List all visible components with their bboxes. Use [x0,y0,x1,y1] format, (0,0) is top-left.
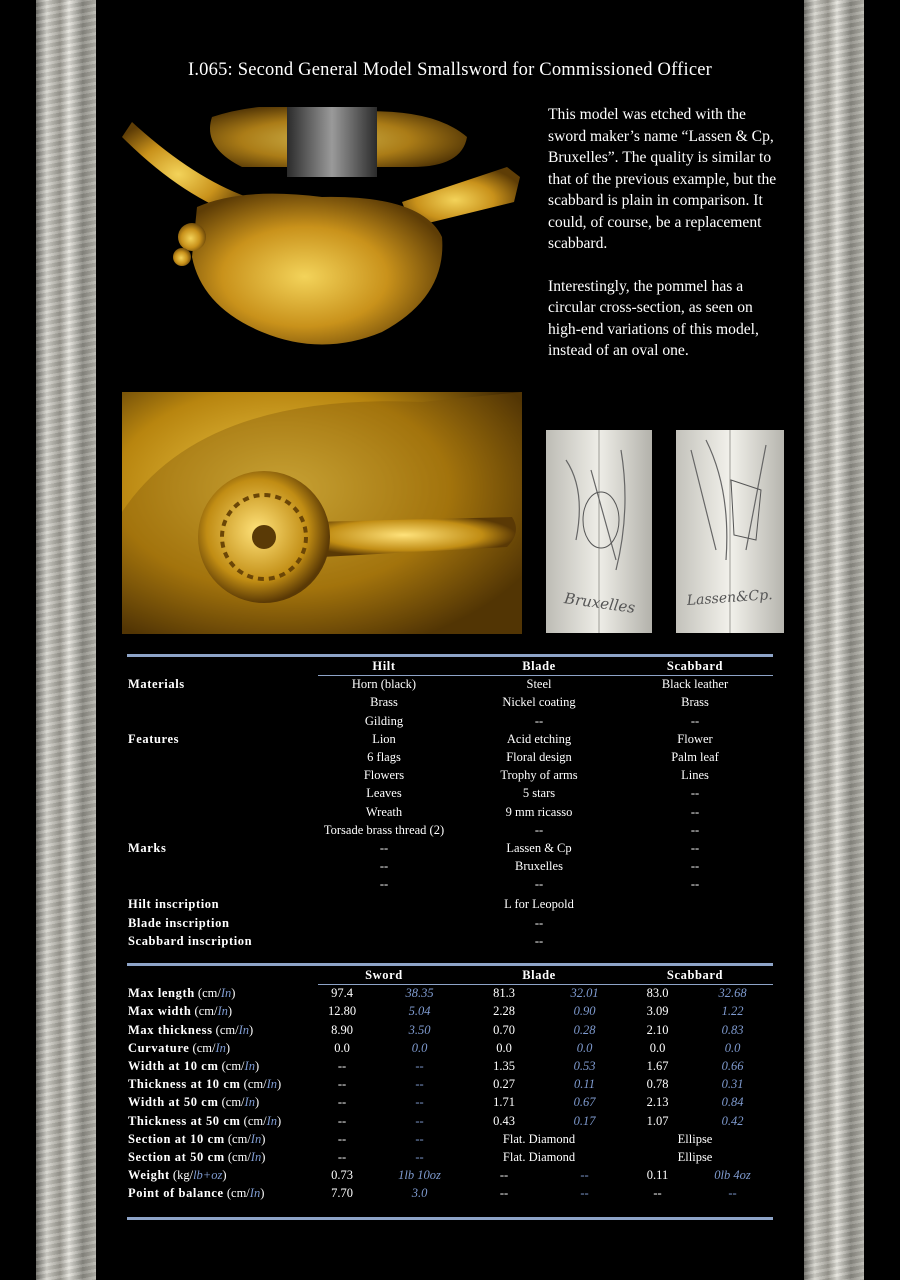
value-cell: 3.09 [646,1004,669,1019]
pommel-photo [122,392,522,634]
table-row [127,821,773,839]
row-unit: (cm/In) [224,1131,266,1146]
scabbard-cell: -- [690,840,700,855]
inscription-row [127,895,773,913]
table-row [127,839,773,857]
row-label [128,1021,253,1039]
col-header-blade: Blade [522,659,556,673]
row-label [128,1093,259,1111]
hilt-cell: Flowers [363,768,405,783]
value-cell: -- [415,1131,424,1146]
table-row [127,984,773,1002]
table-row [127,1002,773,1020]
blade-section-cell: Flat. Diamond [502,1131,576,1146]
value-cell: -- [653,1186,662,1201]
row-label [128,1166,227,1184]
value-cell: 0.11 [646,1168,669,1183]
unit-imperial: In [249,1186,261,1201]
value-cell: -- [580,1186,589,1201]
unit-imperial: In [250,1131,262,1146]
blade-cell: Bruxelles [515,859,563,874]
row-label-text: Max length [128,986,195,1001]
inscription-value: -- [534,915,544,930]
table-header-row [127,966,773,984]
value-cell: 2.10 [646,1022,669,1037]
row-unit: (cm/In) [224,1149,266,1164]
value-cell: -- [337,1095,347,1110]
unit-metric: cm [225,1058,242,1073]
value-cell: -- [499,1186,509,1201]
inscription-row [127,932,773,950]
value-cell: 12.80 [327,1004,357,1019]
value-cell: -- [415,1077,424,1092]
table-row [127,1093,773,1111]
row-label [128,1002,232,1020]
row-label [128,1075,281,1093]
value-cell: 0.17 [573,1113,596,1128]
row-label-text: Curvature [128,1040,190,1055]
unit-imperial: In [215,1040,226,1055]
value-cell: 0.70 [493,1022,515,1037]
scabbard-cell: Brass [681,695,709,710]
value-cell: -- [337,1077,347,1092]
value-cell: 3.0 [411,1186,428,1201]
value-cell: 0.67 [573,1095,596,1110]
unit-metric: cm [231,1186,247,1201]
value-cell: 0.83 [721,1022,744,1037]
value-cell: 0lb 4oz [714,1168,751,1183]
value-cell: 1lb 10oz [398,1168,441,1183]
value-cell: 0.27 [493,1077,515,1092]
row-label-text: Section at 10 cm [128,1131,225,1146]
row-label-text: Max thickness [128,1022,213,1037]
table-row [127,1148,773,1166]
hilt-cell: Gilding [364,713,404,728]
row-label [128,1057,259,1075]
table-row [127,766,773,784]
table-row [127,803,773,821]
value-cell: 1.07 [646,1113,669,1128]
blade-cell: Floral design [506,749,572,764]
table-row [127,693,773,711]
value-cell: 0.0 [576,1040,593,1055]
row-unit: (cm/In) [212,1022,254,1037]
hilt-cell: -- [379,859,389,874]
value-cell: 1.35 [493,1058,515,1073]
row-label-text: Max width [128,1004,192,1019]
scabbard-cell: Black leather [661,677,729,692]
value-cell: 2.28 [493,1004,515,1019]
row-label [128,1184,264,1202]
value-cell: 7.70 [331,1186,353,1201]
table-row [127,1021,773,1039]
blade-cell: 5 stars [522,786,556,801]
hilt-cell: Leaves [366,786,402,801]
row-label [128,984,235,1002]
unit-metric: cm [247,1113,264,1128]
value-cell: 0.42 [721,1113,744,1128]
blade-cell: -- [534,822,544,837]
col-header-blade: Blade [522,968,556,982]
table-row [127,875,773,893]
value-cell: -- [337,1113,347,1128]
scabbard-cell: -- [690,822,700,837]
value-cell: 0.78 [646,1077,669,1092]
value-cell: 38.35 [405,986,434,1001]
table-row [127,1130,773,1148]
unit-metric: cm [202,986,218,1001]
row-unit: (cm/In) [218,1095,260,1110]
unit-metric: kg [177,1168,190,1183]
col-header-hilt: Hilt [372,659,396,673]
table-row [127,857,773,875]
value-cell: 5.04 [408,1004,431,1019]
scabbard-cell: Palm leaf [671,749,719,764]
value-cell: 97.4 [331,986,353,1001]
unit-imperial: In [250,1149,262,1164]
value-cell: 0.66 [721,1058,744,1073]
inscription-label: Scabbard inscription [128,933,253,948]
hilt-cell: Torsade brass thread (2) [323,822,445,837]
unit-metric: cm [198,1004,214,1019]
row-unit: (kg/lb+oz) [169,1168,227,1183]
row-unit: (cm/In) [191,1004,233,1019]
value-cell: 0.0 [411,1040,428,1055]
value-cell: 2.13 [646,1095,669,1110]
table-row [127,675,773,693]
inscription-label: Hilt inscription [128,897,220,912]
value-cell: 8.90 [331,1022,353,1037]
scabbard-cell: Flower [677,731,713,746]
table-row [127,1112,773,1130]
row-label [128,1148,265,1166]
col-header-sword: Sword [365,968,403,982]
blade-cell: Nickel coating [502,695,576,710]
table-row [127,784,773,802]
row-label: Marks [128,840,167,855]
unit-metric: cm [247,1077,264,1092]
row-unit: (cm/In) [240,1113,282,1128]
hilt-cell: Wreath [365,804,403,819]
scabbard-cell: -- [690,713,700,728]
unit-metric: cm [196,1040,212,1055]
value-cell: 83.0 [646,986,669,1001]
inscription-label: Blade inscription [128,915,230,930]
scabbard-cell: -- [690,804,700,819]
scabbard-cell: -- [690,859,700,874]
value-cell: 1.22 [721,1004,744,1019]
blade-cell: Lassen & Cp [506,840,572,855]
etching-lassen-text: Lassen&Cp. [686,587,774,609]
value-cell: 0.0 [649,1040,666,1055]
hilt-cell: Brass [370,695,398,710]
table-row [127,1057,773,1075]
unit-imperial: In [220,986,232,1001]
page-title: I.065: Second General Model Smallsword for Commissioned Officer [188,60,712,80]
row-label-text: Section at 50 cm [128,1149,225,1164]
blade-cell: -- [534,877,544,892]
blade-section-cell: Flat. Diamond [502,1149,576,1164]
row-label [128,1039,230,1057]
right-blade-border [804,0,864,1280]
scabbard-section-cell: Ellipse [677,1131,713,1146]
unit-imperial: In [217,1004,228,1019]
table-row [127,1184,773,1202]
etching-bruxelles-text: Bruxelles [563,589,637,617]
table-row [127,712,773,730]
table-row [127,748,773,766]
unit-metric: cm [225,1095,242,1110]
col-header-scabbard: Scabbard [666,659,724,673]
unit-imperial: In [244,1095,255,1110]
materials-table [127,657,773,950]
value-cell: 0.0 [724,1040,741,1055]
value-cell: 1.67 [646,1058,669,1073]
row-label: Materials [128,677,185,692]
value-cell: 3.50 [408,1022,431,1037]
unit-metric: cm [232,1131,248,1146]
row-unit: (cm/In) [218,1058,260,1073]
row-label-text: Point of balance [128,1186,224,1201]
row-label-text: Weight [128,1168,170,1183]
value-cell: 0.43 [493,1113,515,1128]
row-label-text: Width at 10 cm [128,1058,219,1073]
value-cell: -- [337,1131,347,1146]
unit-imperial: In [266,1077,278,1092]
row-unit: (cm/In) [240,1077,282,1092]
hilt-cell: Horn (black) [351,677,417,692]
scabbard-cell: Lines [681,768,709,783]
value-cell: 32.01 [570,986,599,1001]
blade-cell: Trophy of arms [500,768,578,783]
blade-etching-bruxelles-photo [546,430,652,633]
inscription-row [127,914,773,932]
value-cell: -- [415,1149,424,1164]
scabbard-section-cell: Ellipse [677,1149,713,1164]
row-label-text: Width at 50 cm [128,1095,219,1110]
row-label [128,1112,281,1130]
value-cell: 0.53 [573,1058,596,1073]
inscription-value: -- [534,933,544,948]
value-cell: 0.90 [573,1004,596,1019]
value-cell: 0.0 [496,1040,512,1055]
value-cell: 0.73 [331,1168,353,1183]
hilt-cell: -- [379,840,389,855]
unit-imperial: In [244,1058,255,1073]
unit-metric: cm [219,1022,236,1037]
value-cell: -- [415,1095,424,1110]
inscription-value: L for Leopold [504,897,574,912]
blade-cell: Acid etching [506,731,572,746]
value-cell: 32.68 [718,986,747,1001]
value-cell: 81.3 [493,986,515,1001]
value-cell: -- [415,1113,424,1128]
value-cell: -- [337,1149,347,1164]
blade-cell: Steel [526,677,552,692]
unit-imperial: lb+oz [193,1168,223,1183]
table-header-row [127,657,773,675]
blade-cell: 9 mm ricasso [505,804,573,819]
value-cell: 0.28 [573,1022,596,1037]
value-cell: -- [580,1168,589,1183]
value-cell: 0.84 [721,1095,744,1110]
unit-imperial: In [238,1022,250,1037]
row-label-text: Thickness at 10 cm [128,1077,241,1092]
table-row [127,1166,773,1184]
measurement-table [127,966,773,1202]
row-unit: (cm/In) [223,1186,265,1201]
hilt-cell: -- [379,877,389,892]
table-row [127,1039,773,1057]
blade-etching-lassen-photo [676,430,784,633]
table-row [127,1075,773,1093]
row-unit: (cm/In) [189,1040,231,1055]
unit-imperial: In [266,1113,278,1128]
row-unit: (cm/In) [194,986,236,1001]
value-cell: -- [337,1058,347,1073]
hilt-cell: Lion [372,731,396,746]
description-paragraph: Interestingly, the pommel has a circular cross-section, as seen on high-end variations of this model, instead of an oval one. [548,277,759,359]
left-blade-border [36,0,96,1280]
col-header-scabbard: Scabbard [666,968,724,982]
row-label [128,1130,265,1148]
scabbard-cell: -- [690,877,700,892]
value-cell: 1.71 [493,1095,515,1110]
value-cell: 0.11 [574,1077,595,1092]
row-label-text: Thickness at 50 cm [128,1113,241,1128]
measure-rule-bottom [127,1217,773,1220]
description [548,104,783,383]
value-cell: -- [728,1186,737,1201]
scabbard-cell: -- [690,786,700,801]
row-label: Features [128,731,180,746]
blade-cell: -- [534,713,544,728]
description-paragraph: This model was etched with the sword maker’s name “Lassen & Cp, Bruxelles”. The quality is similar to that of the previous example, but the scabbard is plain in comparison. It could, of course, be a replacement scabbard. [548,106,777,252]
value-cell: -- [499,1168,509,1183]
value-cell: 0.0 [334,1040,350,1055]
hilt-cell: 6 flags [367,749,401,764]
unit-metric: cm [232,1149,248,1164]
guard-photo [122,107,522,357]
value-cell: 0.31 [721,1077,744,1092]
value-cell: -- [415,1058,424,1073]
table-row [127,730,773,748]
